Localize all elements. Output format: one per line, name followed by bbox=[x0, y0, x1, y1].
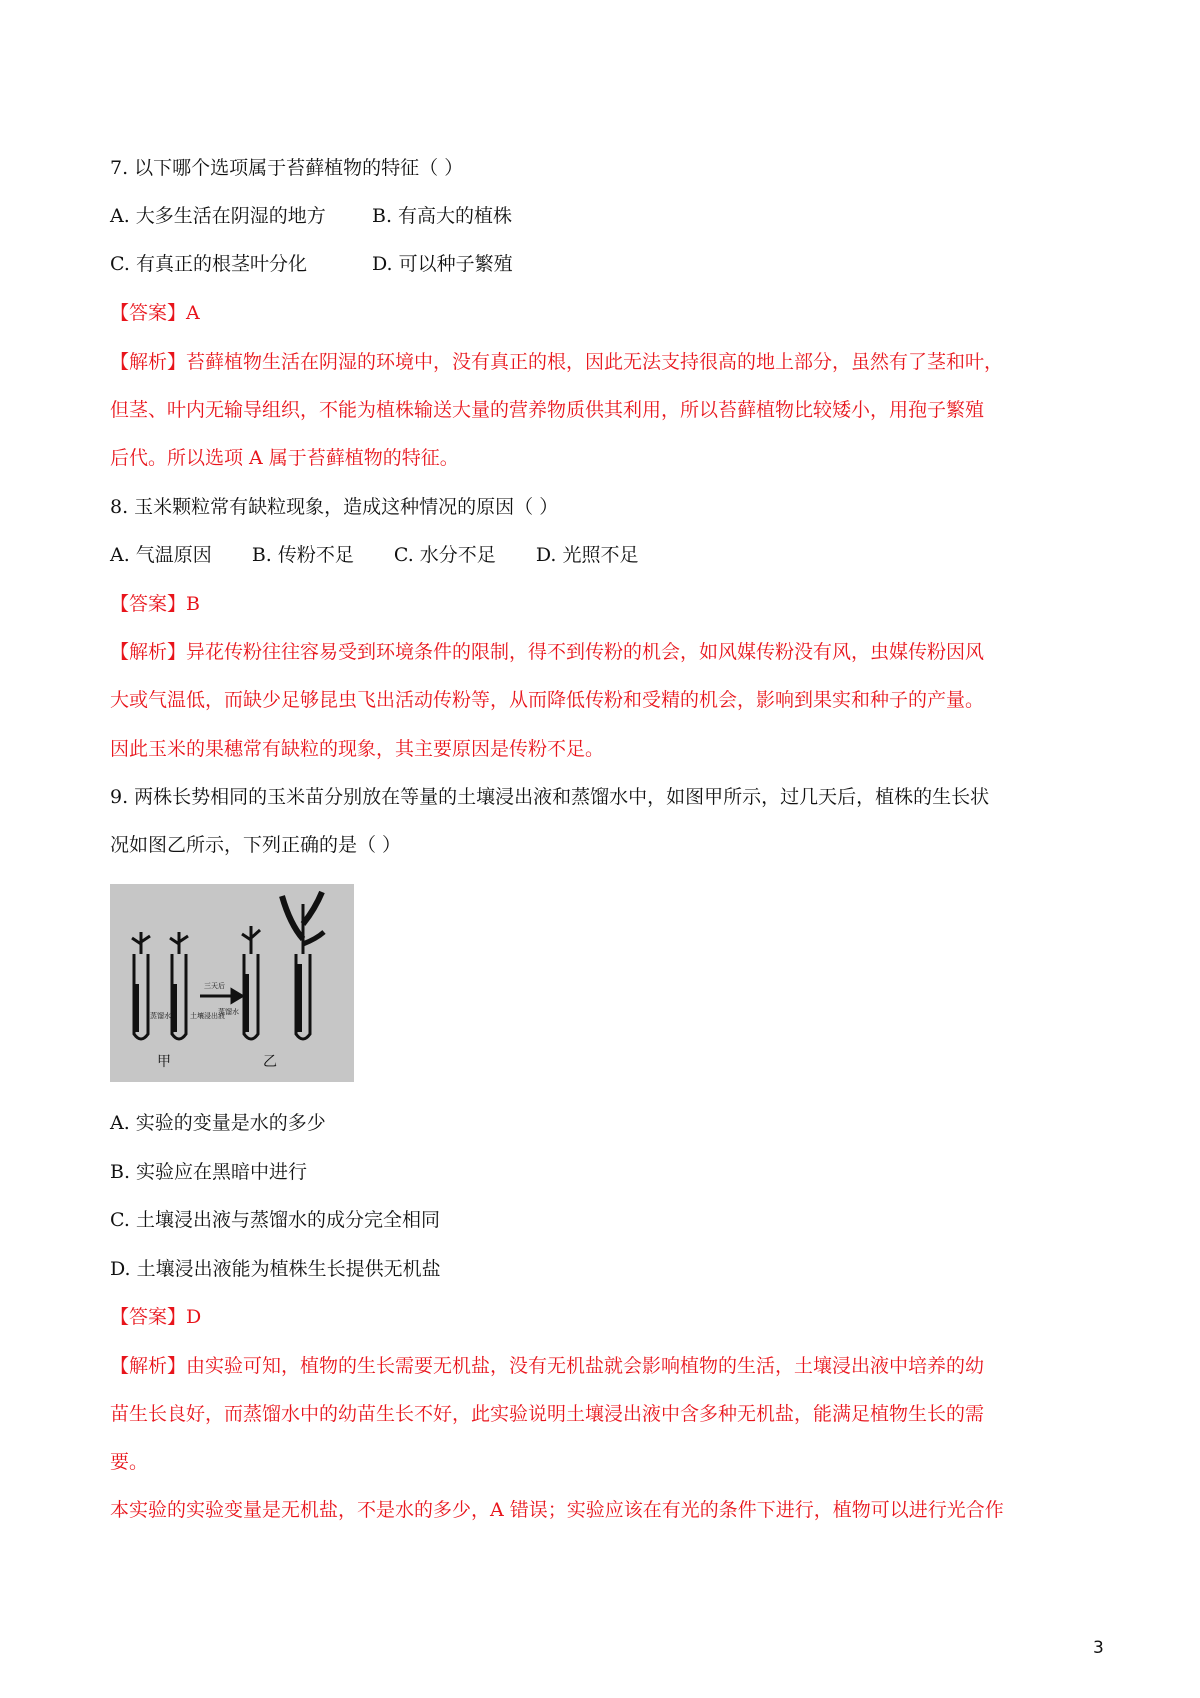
q8-stem: 8. 玉米颗粒常有缺粒现象，造成这种情况的原因（ ） bbox=[110, 496, 559, 518]
q9-stem-line-1: 9. 两株长势相同的玉米苗分别放在等量的土壤浸出液和蒸馏水中，如图甲所示，过几天后，植株的生长状 bbox=[110, 786, 990, 808]
q7-option-b: B. 有高大的植株 bbox=[372, 205, 513, 227]
q7-analysis-line-2: 但茎、叶内无输导组织，不能为植株输送大量的营养物质供其利用，所以苔藓植物比较矮小，用孢子繁殖 bbox=[110, 399, 985, 421]
q9-analysis-text-1: 由实验可知，植物的生长需要无机盐，没有无机盐就会影响植物的生活，土壤浸出液中培养的幼 bbox=[186, 1355, 985, 1377]
q9-analysis-line-1 bbox=[110, 1354, 984, 1378]
q7-stem: 7. 以下哪个选项属于苔藓植物的特征（ ） bbox=[110, 157, 464, 179]
arrow-label: 三天后 bbox=[204, 982, 225, 990]
answer-tag: 【答案】 bbox=[110, 1306, 187, 1328]
q8-option-b: B. 传粉不足 bbox=[251, 544, 354, 566]
experiment-figure bbox=[110, 884, 354, 1082]
q8-options bbox=[110, 543, 678, 567]
q8-option-a: A. 气温原因 bbox=[110, 544, 212, 566]
tube1-label: 蒸馏水 bbox=[150, 1012, 171, 1020]
q7-answer-value: A bbox=[186, 302, 200, 324]
analysis-tag: 【解析】 bbox=[110, 1355, 187, 1377]
q8-option-c: C. 水分不足 bbox=[393, 544, 496, 566]
q7-analysis-text-1: 苔藓植物生活在阴湿的环境中，没有真正的根，因此无法支持很高的地上部分，虽然有了茎和叶， bbox=[186, 351, 1004, 373]
tube2-label: 土壤浸出液 bbox=[190, 1012, 225, 1020]
q9-analysis-line-3: 要。 bbox=[110, 1451, 149, 1473]
q9-answer bbox=[110, 1305, 201, 1329]
q8-option-d: D. 光照不足 bbox=[535, 544, 639, 566]
q7-option-a: A. 大多生活在阴湿的地方 bbox=[110, 205, 326, 227]
experiment-illustration bbox=[110, 884, 354, 1082]
q8-analysis-line-1 bbox=[110, 640, 984, 664]
q9-option-d: D. 土壤浸出液能为植株生长提供无机盐 bbox=[110, 1258, 441, 1280]
q9-stem-line-2: 况如图乙所示，下列正确的是（ ） bbox=[110, 834, 402, 856]
q8-analysis-text-1: 异花传粉往往容易受到环境条件的限制，得不到传粉的机会，如风媒传粉没有风，虫媒传粉因风 bbox=[186, 641, 985, 663]
q7-options-row2 bbox=[110, 252, 513, 276]
answer-tag: 【答案】 bbox=[110, 593, 187, 615]
q7-option-d: D. 可以种子繁殖 bbox=[372, 253, 513, 275]
arrow-sublabel: 蒸馏水 bbox=[218, 1008, 239, 1016]
q8-answer bbox=[110, 592, 200, 616]
q9-option-a: A. 实验的变量是水的多少 bbox=[110, 1112, 326, 1134]
q8-analysis-line-3: 因此玉米的果穗常有缺粒的现象，其主要原因是传粉不足。 bbox=[110, 738, 605, 760]
analysis-tag: 【解析】 bbox=[110, 641, 187, 663]
analysis-tag: 【解析】 bbox=[110, 351, 187, 373]
page-number: 3 bbox=[1093, 1638, 1104, 1658]
q9-option-c: C. 土壤浸出液与蒸馏水的成分完全相同 bbox=[110, 1209, 440, 1231]
q8-answer-value: B bbox=[186, 593, 200, 615]
q8-analysis-line-2: 大或气温低，而缺少足够昆虫飞出活动传粉等，从而降低传粉和受精的机会，影响到果实和种子的产量。 bbox=[110, 689, 985, 711]
q7-options-row1 bbox=[110, 204, 512, 228]
q9-answer-value: D bbox=[186, 1306, 202, 1328]
answer-tag: 【答案】 bbox=[110, 302, 187, 324]
figure-label-jia: 甲 bbox=[157, 1054, 171, 1070]
q7-answer bbox=[110, 301, 200, 325]
figure-label-yi: 乙 bbox=[263, 1054, 277, 1070]
q7-analysis-line-3: 后代。所以选项 A 属于苔藓植物的特征。 bbox=[110, 447, 459, 469]
q9-analysis-line-4: 本实验的实验变量是无机盐，不是水的多少，A 错误；实验应该在有光的条件下进行，植物可以进行光合作 bbox=[110, 1499, 1004, 1521]
q9-analysis-line-2: 苗生长良好，而蒸馏水中的幼苗生长不好，此实验说明土壤浸出液中含多种无机盐，能满足植物生长的需 bbox=[110, 1403, 985, 1425]
q9-option-b: B. 实验应在黑暗中进行 bbox=[110, 1161, 308, 1183]
q7-option-c: C. 有真正的根茎叶分化 bbox=[110, 253, 307, 275]
q7-analysis-line-1 bbox=[110, 350, 1003, 374]
